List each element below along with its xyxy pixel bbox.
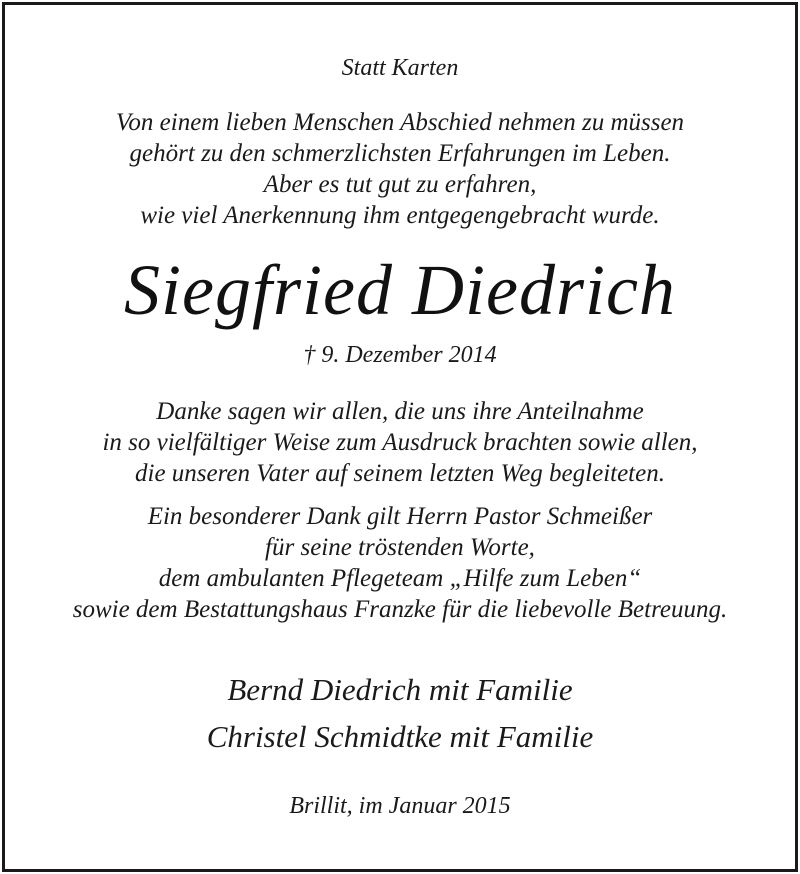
intro-line-3: Aber es tut gut zu erfahren, (263, 171, 537, 198)
signature-2: Christel Schmidtke mit Familie (206, 719, 594, 754)
special-thanks-line-2: für seine tröstenden Worte, (265, 534, 535, 561)
intro-line-1: Von einem lieben Menschen Abschied nehmen zu müssen (115, 109, 685, 136)
signature-1: Bernd Diedrich mit Familie (227, 672, 573, 707)
thanks-line-2: in so vielfältiger Weise zum Ausdruck brachten sowie allen, (102, 429, 698, 456)
intro-line-2: gehört zu den schmerzlichsten Erfahrungen im Leben. (129, 140, 671, 167)
date-of-death: † 9. Dezember 2014 (303, 342, 497, 368)
special-thanks-line-4: sowie dem Bestattungshaus Franzke für die liebevolle Betreuung. (72, 596, 728, 623)
thanks-line-3: die unseren Vater auf seinem letzten Weg begleiteten. (135, 460, 665, 487)
intro-line-4: wie viel Anerkennung ihm entgegengebracht wurde. (140, 202, 660, 229)
place-and-date: Brillit, im Januar 2015 (289, 793, 511, 819)
header-statt-karten: Statt Karten (341, 55, 459, 81)
special-thanks-line-1: Ein besonderer Dank gilt Herrn Pastor Schmeißer (147, 503, 653, 530)
thanks-line-1: Danke sagen wir allen, die uns ihre Anteilnahme (156, 398, 644, 425)
deceased-name: Siegfried Diedrich (124, 250, 676, 330)
special-thanks-line-3: dem ambulanten Pflegeteam „Hilfe zum Leben“ (158, 565, 642, 592)
